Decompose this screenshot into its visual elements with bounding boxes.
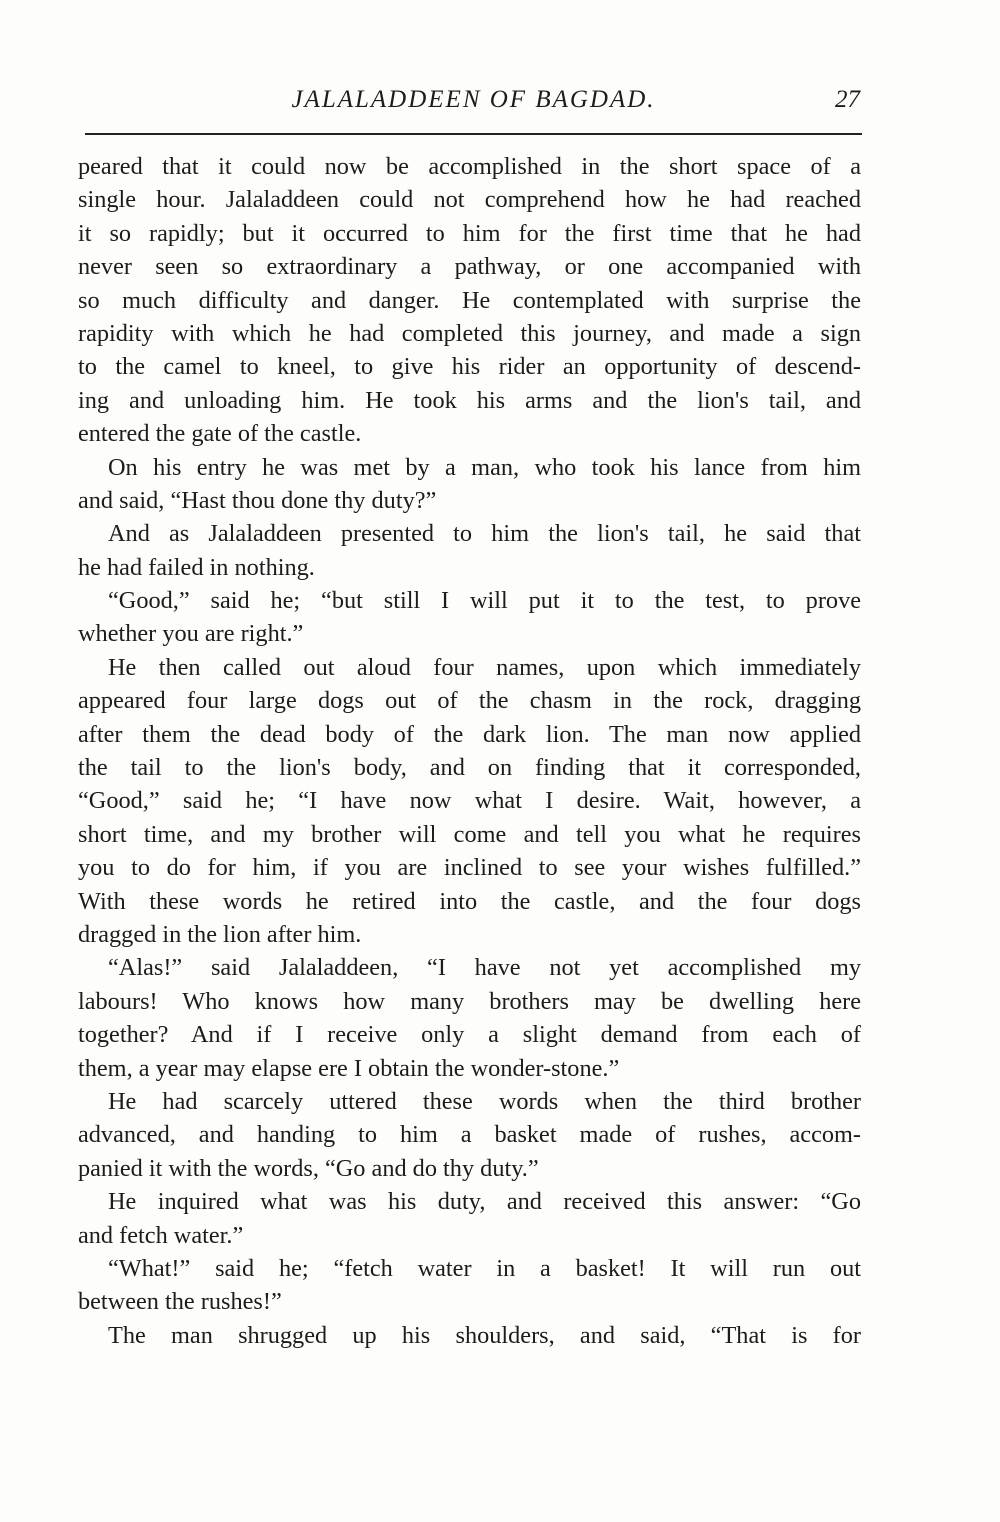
text-line: short time, and my brother will come and tell you what he requires <box>78 820 861 848</box>
text-line: “Alas!” said Jalaladdeen, “I have not yet accomplished my <box>108 954 861 982</box>
text-line: whether you are right.” <box>78 620 304 648</box>
text-line: and said, “Hast thou done thy duty?” <box>78 486 437 514</box>
header-rule <box>85 133 862 135</box>
text-line: On his entry he was met by a man, who took his lance from him <box>108 453 861 481</box>
text-line: he had failed in nothing. <box>78 553 315 581</box>
page-header <box>85 78 862 126</box>
text-line: advanced, and handing to him a basket made of rushes, accom- <box>78 1121 861 1149</box>
text-line: ing and unloading him. He took his arms and the lion's tail, and <box>78 386 861 414</box>
text-line: and fetch water.” <box>78 1221 244 1249</box>
text-line: He had scarcely uttered these words when the third brother <box>108 1087 861 1115</box>
text-line: panied it with the words, “Go and do thy duty.” <box>78 1154 539 1182</box>
running-title: JALALADDEEN OF BAGDAD. <box>291 86 656 113</box>
text-line: you to do for him, if you are inclined to see your wishes fulfilled.” <box>78 854 861 882</box>
text-line: them, a year may elapse ere I obtain the wonder-stone.” <box>78 1054 620 1082</box>
text-line: to the camel to kneel, to give his rider an opportunity of descend- <box>78 353 861 381</box>
page-number: 27 <box>835 86 860 113</box>
text-line: between the rushes!” <box>78 1288 282 1316</box>
text-line: the tail to the lion's body, and on finding that it corresponded, <box>78 754 861 782</box>
text-line: He inquired what was his duty, and received this answer: “Go <box>108 1188 861 1216</box>
text-line: entered the gate of the castle. <box>78 420 362 448</box>
text-line: together? And if I receive only a slight demand from each of <box>78 1021 861 1049</box>
text-line: “What!” said he; “fetch water in a basket! It will run out <box>108 1254 861 1282</box>
text-line: And as Jalaladdeen presented to him the lion's tail, he said that <box>108 520 861 548</box>
body-text <box>78 150 861 1352</box>
text-line: appeared four large dogs out of the chasm in the rock, dragging <box>78 687 861 715</box>
text-line: labours! Who knows how many brothers may be dwelling here <box>78 987 861 1015</box>
text-line: so much difficulty and danger. He contemplated with surprise the <box>78 286 861 314</box>
text-line: never seen so extraordinary a pathway, or one accompanied with <box>78 253 861 281</box>
text-line: rapidity with which he had completed this journey, and made a sign <box>78 319 861 347</box>
text-line: single hour. Jalaladdeen could not comprehend how he had reached <box>78 186 861 214</box>
text-line: The man shrugged up his shoulders, and said, “That is for <box>108 1321 861 1349</box>
text-line: peared that it could now be accomplished in the short space of a <box>78 153 861 180</box>
text-line: after them the dead body of the dark lion. The man now applied <box>78 720 861 748</box>
text-line: it so rapidly; but it occurred to him for the first time that he had <box>78 219 861 247</box>
text-line: “Good,” said he; “I have now what I desire. Wait, however, a <box>78 787 861 815</box>
text-line: “Good,” said he; “but still I will put it to the test, to prove <box>108 587 861 615</box>
text-line: He then called out aloud four names, upon which immediately <box>108 653 861 681</box>
text-line: With these words he retired into the castle, and the four dogs <box>78 887 861 915</box>
text-line: dragged in the lion after him. <box>78 920 362 948</box>
